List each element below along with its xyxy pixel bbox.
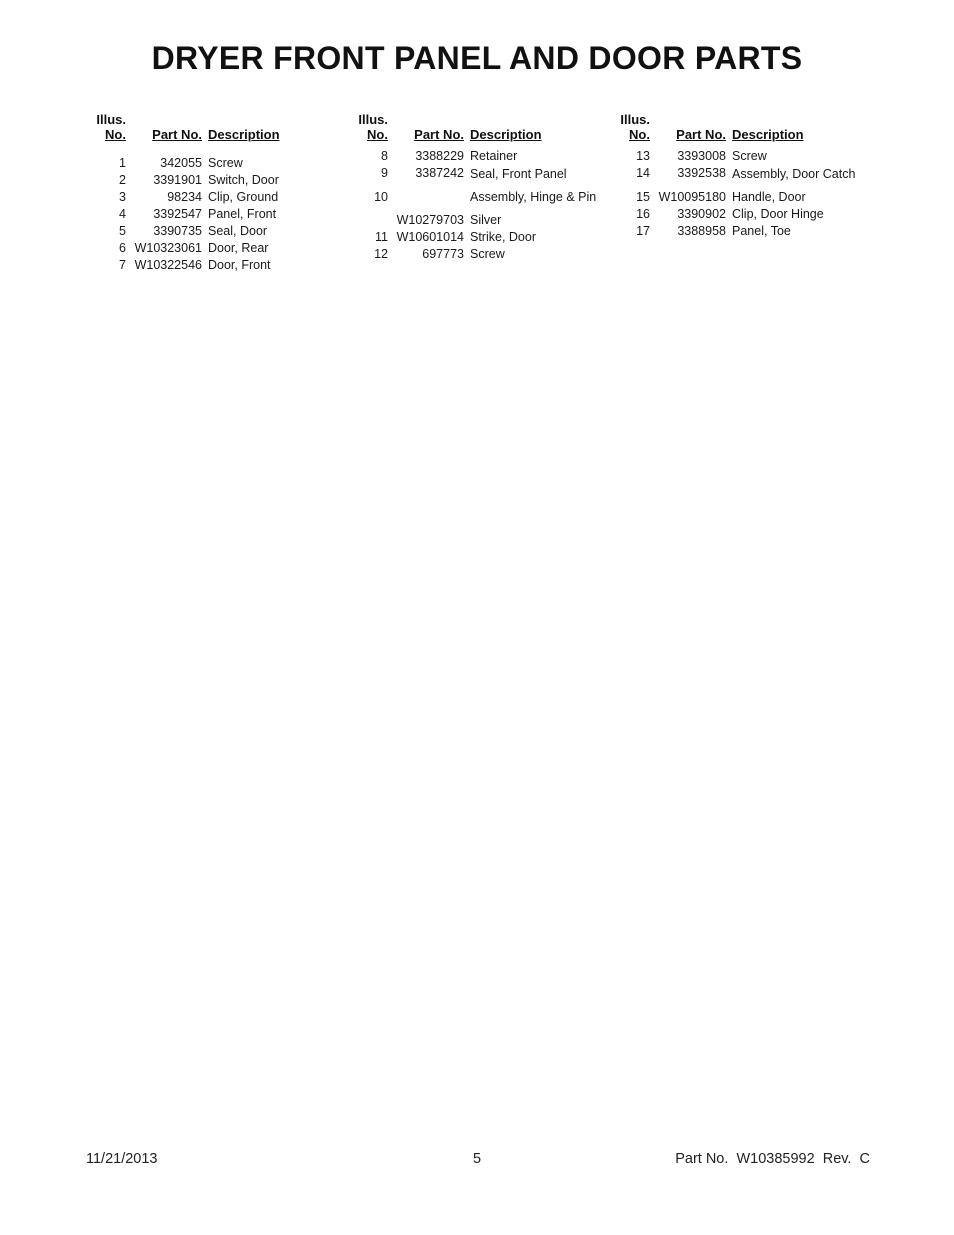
part-number: W10095180 xyxy=(658,190,726,204)
part-number: W10279703 xyxy=(396,213,464,227)
document-part-number: Part No. W10385992 Rev. C xyxy=(675,1151,870,1167)
illus-no-header: Illus. No. xyxy=(620,112,650,142)
illus-number: 3 xyxy=(119,190,126,204)
part-description: Handle, Door xyxy=(732,190,806,204)
illus-number: 4 xyxy=(119,207,126,221)
part-description: Door, Front xyxy=(208,258,271,272)
part-number: 3390735 xyxy=(153,224,202,238)
part-number: 3388958 xyxy=(677,224,726,238)
part-number: 3390902 xyxy=(677,207,726,221)
part-number: 3388229 xyxy=(415,149,464,163)
part-description: Seal, Door xyxy=(208,224,268,238)
part-description: Strike, Door xyxy=(470,230,536,244)
part-description: Assembly, Door Catch xyxy=(732,167,856,181)
part-description: Door, Rear xyxy=(208,241,269,255)
illus-number: 11 xyxy=(375,230,388,244)
illus-number: 9 xyxy=(381,166,388,180)
part-number: W10322546 xyxy=(134,258,202,272)
part-description: Panel, Toe xyxy=(732,224,791,238)
part-number: 697773 xyxy=(422,247,464,261)
part-no-header: Part No. xyxy=(152,127,202,142)
part-number: W10323061 xyxy=(134,241,202,255)
part-number: 3393008 xyxy=(677,149,726,163)
part-description: Retainer xyxy=(470,149,518,163)
part-description: Panel, Front xyxy=(208,207,277,221)
illus-number: 2 xyxy=(119,173,126,187)
part-number: 3392538 xyxy=(677,166,726,180)
part-no-header: Part No. xyxy=(676,127,726,142)
part-description: Silver xyxy=(470,213,502,227)
illus-number: 12 xyxy=(374,247,388,261)
part-description: Assembly, Hinge & Pin xyxy=(470,190,597,204)
illus-number: 6 xyxy=(119,241,126,255)
part-no-header: Part No. xyxy=(414,127,464,142)
part-number: 3392547 xyxy=(153,207,202,221)
description-header: Description xyxy=(208,127,280,142)
part-description: Clip, Ground xyxy=(208,190,279,204)
part-number: 98234 xyxy=(167,190,202,204)
part-description: Screw xyxy=(208,156,243,170)
illus-number: 16 xyxy=(636,207,650,221)
part-description: Switch, Door xyxy=(208,173,279,187)
description-header: Description xyxy=(732,127,804,142)
part-description: Screw xyxy=(470,247,505,261)
illus-number: 7 xyxy=(119,258,126,272)
description-header: Description xyxy=(470,127,542,142)
illus-no-header: Illus. No. xyxy=(96,112,126,142)
part-description: Seal, Front Panel xyxy=(470,167,567,181)
footer-date: 11/21/2013 xyxy=(86,1151,158,1167)
illus-number: 13 xyxy=(636,149,650,163)
part-number: 3391901 xyxy=(153,173,202,187)
illus-no-header: Illus. No. xyxy=(358,112,388,142)
illus-number: 14 xyxy=(636,166,650,180)
part-description: Clip, Door Hinge xyxy=(732,207,824,221)
page-title: DRYER FRONT PANEL AND DOOR PARTS xyxy=(151,40,803,76)
part-number: 342055 xyxy=(160,156,202,170)
illus-number: 8 xyxy=(381,149,388,163)
illus-number: 1 xyxy=(119,156,126,170)
illus-number: 5 xyxy=(119,224,126,238)
part-number: 3387242 xyxy=(415,166,464,180)
illus-number: 10 xyxy=(374,190,388,204)
illus-number: 15 xyxy=(636,190,650,204)
part-description: Screw xyxy=(732,149,767,163)
illus-number: 17 xyxy=(636,224,650,238)
page-number: 5 xyxy=(472,1151,482,1167)
part-number: W10601014 xyxy=(396,230,464,244)
